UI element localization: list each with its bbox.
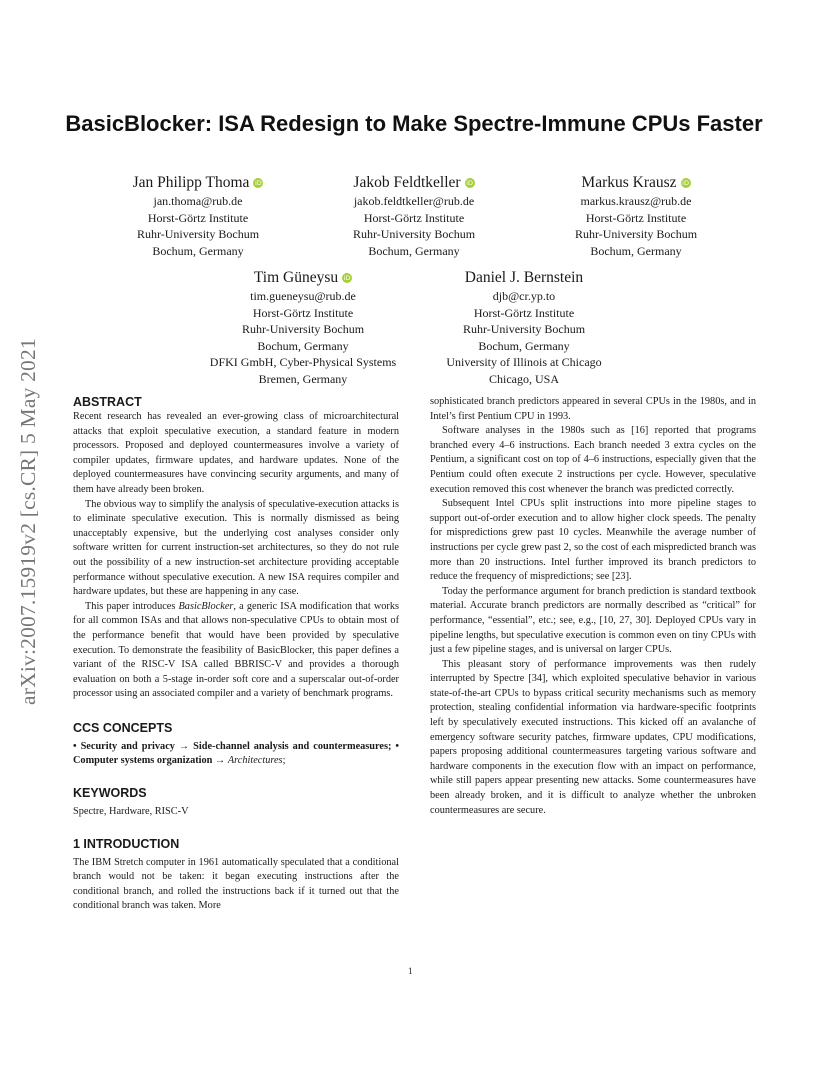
- keywords-text: Spectre, Hardware, RISC-V: [73, 806, 189, 818]
- body-paragraph: This pleasant story of performance improvements was then rudely interrupted by Spectre [34], which exploited speculative behavior in various state-of-the-art CPUs to bypass critical security mechanisms such as memory protection, stealing confidential information via hardware-specific footprints left by speculatively executed instructions. This kicked off an avalanche of emergency software security patches, firmware updates, CPU modifications, papers proposing additional countermeasures targeting various software and hardware components in the execution flow with an impact on performance, while still papers appear presenting new attacks. Some countermeasures have been already broken, and it is difficult to analyze whether the unbroken countermeasures are secure.: [430, 658, 756, 816]
- author-affiliation: Ruhr-University Bochum: [462, 322, 586, 336]
- author-affiliation: Horst-Görtz Institute: [585, 210, 687, 225]
- author-affiliation: Ruhr-University Bochum: [352, 227, 476, 241]
- orcid-icon: iD: [255, 179, 262, 187]
- body-paragraph: Subsequent Intel CPUs split instructions into more pipeline stages to support out-of-order execution and to allow higher clock speeds. The penalty for mispredictions grew past 10 cycles. Meanwhile the average number of instructions per cycle grew past 2, so the cost of each mispredicted branch was more than 20 instructions. Intel further improved its branch predictors to reduce the frequency of mispredictions; see [23].: [430, 498, 756, 583]
- page-number: 1: [408, 966, 413, 976]
- abstract-paragraph: This paper introduces BasicBlocker, a generic ISA modification that works for all common ISAs and that allows non-speculative CPUs to obtain most of the performance benefit that would have been provided by speculative execution. To demonstrate the feasibility of BasicBlocker, this paper defines a variant of the RISC-V ISA called BBRISC-V and provides a thorough evaluation on both a 5-stage in-order soft core and a superscalar out-of-order processor using an associated compiler and a variety of benchmark programs.: [73, 600, 399, 700]
- author-affiliation: University of Illinois at Chicago: [446, 355, 602, 369]
- orcid-icon: iD: [682, 179, 689, 187]
- author-affiliation: Bochum, Germany: [257, 338, 349, 353]
- introduction-paragraph: The IBM Stretch computer in 1961 automatically speculated that a conditional branch would not be taken: it began executing instructions after the conditional branch, and rolled the instructions back if it turned out that the conditional branch was taken. More: [73, 856, 399, 912]
- author-affiliation: Horst-Görtz Institute: [473, 305, 575, 320]
- author-affiliation: Horst-Görtz Institute: [363, 210, 465, 225]
- abstract-paragraph: Recent research has revealed an ever-growing class of microarchitectural attacks that exploit speculative execution, a standard feature in modern processors. Proposed and deployed countermeasures involve a variety of compiler updates, firmware updates, and hardware updates. None of the deployed countermeasures have convincing security arguments, and many of them have already been broken.: [73, 411, 399, 495]
- author-affiliation: Bochum, Germany: [478, 338, 570, 353]
- right-column: [430, 395, 756, 818]
- abstract-heading: ABSTRACT: [73, 395, 142, 409]
- left-column: [73, 394, 399, 914]
- author-affiliation: Bochum, Germany: [152, 243, 244, 258]
- author-block: [88, 173, 308, 259]
- body-paragraph: Software analyses in the 1980s such as [16] reported that programs branched every 4–6 instructions. Each branch needed 3 extra cycles on the Pentium, a significant cost on top of 4–6 instructions, especially given that the Pentium could often execute 2 instructions per cycle. However, speculative execution removed this cost whenever the branch was predicted correctly.: [430, 425, 756, 495]
- author-affiliation: Bochum, Germany: [590, 243, 682, 258]
- body-paragraph: Today the performance argument for branch prediction is standard textbook material. Accurate branch predictors are normally described as “critical” for performance, “essential”, etc.; see, e.g., [10, 27, 30]. Deployed CPUs vary in pipeline lengths, but speculative execution is common even on tiny CPUs with just a few pipeline stages, and is universal on larger CPUs.: [430, 585, 756, 656]
- orcid-icon: iD: [343, 274, 351, 282]
- abstract-paragraph: The obvious way to simplify the analysis of speculative-execution attacks is to eliminate speculative execution. This is normally dismissed as being unacceptably expensive, but the underlying cost analyses consider only software written for current instruction-set architectures, so they do not rule out the possibility of a new instruction-set architecture providing acceptable performance without speculative execution. A new ISA requires compiler and hardware updates, but these are happening in any case.: [73, 498, 399, 598]
- author-affiliation: Bochum, Germany: [368, 243, 460, 258]
- basicblocker-term: BasicBlocker: [178, 600, 234, 612]
- paper-title: BasicBlocker: ISA Redesign to Make Spectre-Immune CPUs Faster: [65, 111, 763, 136]
- keywords-heading: KEYWORDS: [73, 786, 147, 801]
- author-email: tim.gueneysu@rub.de: [250, 289, 356, 303]
- author-name: Jan Philipp Thoma: [132, 174, 250, 191]
- author-email: djb@cr.yp.to: [492, 289, 556, 303]
- author-name: Tim Güneysu: [253, 269, 339, 286]
- author-affiliation: Ruhr-University Bochum: [241, 322, 365, 336]
- author-affiliation: Chicago, USA: [489, 371, 559, 386]
- author-email: markus.krausz@rub.de: [580, 194, 692, 208]
- author-email: jakob.feldtkeller@rub.de: [353, 194, 475, 208]
- author-block: [414, 268, 634, 387]
- introduction-heading: 1 INTRODUCTION: [73, 836, 180, 851]
- author-affiliation: DFKI GmbH, Cyber-Physical Systems: [209, 355, 397, 369]
- body-paragraph: sophisticated branch predictors appeared in several CPUs in the 1980s, and in Intel’s first Pentium CPU in 1993.: [430, 396, 756, 422]
- author-name: Daniel J. Bernstein: [464, 269, 584, 286]
- arxiv-identifier: arXiv:2007.15919v2 [cs.CR] 5 May 2021: [16, 338, 40, 705]
- author-affiliation: Horst-Görtz Institute: [147, 210, 249, 225]
- author-affiliation: Bremen, Germany: [258, 371, 348, 386]
- author-block: [304, 173, 524, 259]
- ccs-concepts-text: • Security and privacy → Side-channel analysis and countermeasures; • Computer systems organization → Architectures;: [73, 740, 400, 767]
- author-block: [193, 268, 413, 387]
- author-name: Markus Krausz: [581, 174, 677, 191]
- author-name: Jakob Feldtkeller: [353, 174, 461, 191]
- author-block: [526, 173, 746, 259]
- author-email: jan.thoma@rub.de: [153, 194, 243, 208]
- author-affiliation: Ruhr-University Bochum: [574, 227, 698, 241]
- author-affiliation: Ruhr-University Bochum: [136, 227, 260, 241]
- ccs-concepts-heading: CCS CONCEPTS: [73, 720, 173, 735]
- author-affiliation: Horst-Görtz Institute: [252, 305, 354, 320]
- orcid-icon: iD: [466, 179, 473, 187]
